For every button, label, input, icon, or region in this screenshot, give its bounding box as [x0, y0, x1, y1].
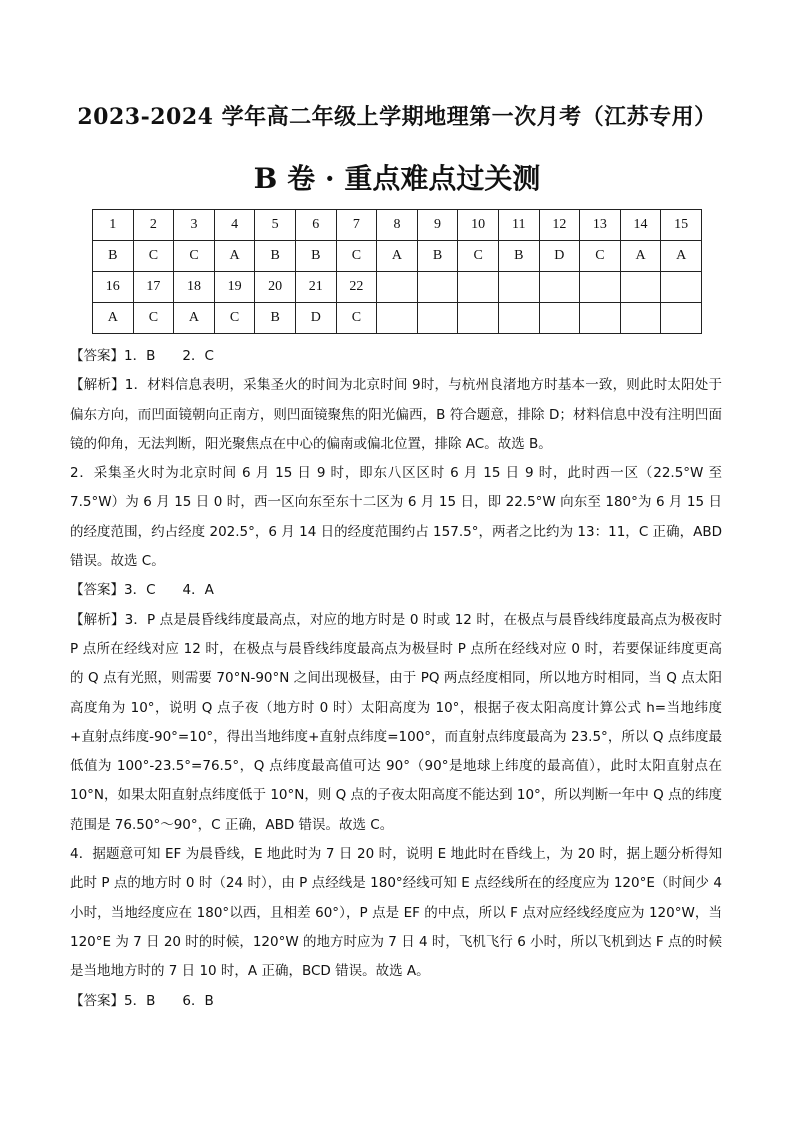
page-title: 2023-2024 学年高二年级上学期地理第一次月考（江苏专用） — [77, 104, 717, 130]
answer-cell — [580, 303, 621, 334]
explanation-3 — [70, 606, 722, 840]
answer-cell: C — [580, 241, 621, 272]
answer-cell — [498, 303, 539, 334]
question-number-cell: 19 — [214, 272, 255, 303]
answer-cell: A — [661, 241, 702, 272]
explanation-2: 2．采集圣火时为北京时间 6 月 15 日 9 时，即东八区区时 6 月 15 日 9 时，此时西一区（22.5°W 至 7.5°W）为 6 月 15 日 0 时，西一区向东至东十二区为 6 月 15 日，即 22.5°W 向东至 180°为 6 月 15 日的经度范围，约占经度 202.5°，6 月 14 日的经度范围约占 157.5°，两者之比约为 13：11，C 正确，ABD 错误。故选 C。 — [70, 465, 722, 570]
question-number-cell — [458, 272, 499, 303]
question-number-cell: 10 — [458, 210, 499, 241]
answer-cell: B — [255, 241, 296, 272]
answer-cell: C — [133, 303, 174, 334]
question-number-row — [93, 210, 702, 241]
explanation-text: 3．P 点是晨昏线纬度最高点，对应的地方时是 0 时或 12 时，在极点与晨昏线纬度最高点为极夜时 P 点所在经线对应 12 时，在极点与晨昏线纬度最高点为极昼时 P 点所在经线对应 0 时，若要保证纬度更高的 Q 点有光照，则需要 70°N-90°N 之间出现极昼，由于 PQ 两点经度相同，所以地方时相同，当 Q 点太阳高度角为 10°，说明 Q 点子夜（地方时 0 时）太阳高度为 10°，根据子夜太阳高度计算公式 h=当地纬度+直射点纬度-90°=10°，得出当地纬度+直射点纬度=100°，而直射点纬度最高为 23.5°，所以 Q 点纬度最低值为 100°-23.5°=76.5°，Q 点纬度最高值可达 90°（90°是地球上纬度的最高值），此时太阳直射点在 10°N，如果太阳直射点纬度低于 10°N，则 Q 点的子夜太阳高度不能达到 10°，所以判断一年中 Q 点的纬度范围是 76.50°～90°，C 正确，ABD 错误。故选 C。 — [70, 611, 723, 833]
question-number-cell — [661, 272, 702, 303]
question-number-cell — [620, 272, 661, 303]
answer-cell: A — [174, 303, 215, 334]
explanation-text: 1．材料信息表明，采集圣火的时间为北京时间 9时，与杭州良渚地方时基本一致，则此时太阳处于偏东方向，而凹面镜朝向正南方，则凹面镜聚焦的阳光偏西，B 符合题意，排除 D；材料信息中没有注明凹面镜的仰角，无法判断，阳光聚焦点在中心的偏南或偏北位置，排除 AC。故选 B。 — [70, 377, 723, 452]
answer-cell: D — [539, 241, 580, 272]
answer-cell: B — [417, 241, 458, 272]
page-subtitle: B 卷 · 重点难点过关测 — [253, 162, 541, 195]
answer-cell — [458, 303, 499, 334]
question-number-row — [93, 272, 702, 303]
answer-text: 3．C 4．A — [124, 582, 214, 599]
question-number-cell: 3 — [174, 210, 215, 241]
question-number-cell: 21 — [295, 272, 336, 303]
answer-label: 【答案】 — [70, 582, 124, 599]
question-number-cell — [377, 272, 418, 303]
question-number-cell — [417, 272, 458, 303]
answer-cell: A — [214, 241, 255, 272]
answer-cell: C — [214, 303, 255, 334]
answer-cell: C — [133, 241, 174, 272]
answer-cell — [620, 303, 661, 334]
answer-label: 【答案】 — [70, 992, 124, 1009]
question-number-cell: 1 — [93, 210, 134, 241]
answer-label: 【答案】 — [70, 348, 124, 364]
answer-cell: B — [93, 241, 134, 272]
question-number-cell: 20 — [255, 272, 296, 303]
question-number-cell: 2 — [133, 210, 174, 241]
question-number-cell: 4 — [214, 210, 255, 241]
question-number-cell: 7 — [336, 210, 377, 241]
question-number-cell: 11 — [498, 210, 539, 241]
question-number-cell: 12 — [539, 210, 580, 241]
question-number-cell: 9 — [417, 210, 458, 241]
answer-cell — [417, 303, 458, 334]
explanation-label: 【解析】 — [70, 611, 125, 628]
question-number-cell — [580, 272, 621, 303]
answer-cell: A — [93, 303, 134, 334]
explanation-label: 【解析】 — [70, 377, 125, 394]
answer-cell — [661, 303, 702, 334]
answer-line-3 — [70, 987, 722, 1016]
answer-cell — [539, 303, 580, 334]
question-number-cell: 17 — [133, 272, 174, 303]
answer-table — [92, 209, 702, 334]
question-number-cell: 18 — [174, 272, 215, 303]
answer-cell: C — [336, 303, 377, 334]
question-number-cell: 6 — [295, 210, 336, 241]
explanation-body — [70, 342, 722, 1016]
answer-line-1 — [70, 342, 722, 371]
question-number-cell: 8 — [377, 210, 418, 241]
question-number-cell: 15 — [661, 210, 702, 241]
question-number-cell: 16 — [93, 272, 134, 303]
question-number-cell — [498, 272, 539, 303]
explanation-4: 4．据题意可知 EF 为晨昏线，E 地此时为 7 日 20 时，说明 E 地此时在昏线上，为 20 时，据上题分析得知此时 P 点的地方时 0 时（24 时），由 P 点经线是 180°经线可知 E 点经线所在的经度应为 120°E（时间少 4 小时，当地经度应在 180°以西，且相差 60°），P 点是 EF 的中点，所以 F 点对应经线经度应为 120°W，当 120°E 为 7 日 20 时的时候，120°W 的地方时应为 7 日 4 时，飞机飞行 6 小时，所以飞机到达 F 点的时候是当地地方时的 7 日 10 时，A 正确，BCD 错误。故选 A。 — [70, 846, 722, 980]
answer-line-2 — [70, 576, 722, 605]
answer-cell: D — [295, 303, 336, 334]
answer-cell: A — [377, 241, 418, 272]
answer-text: 1．B 2．C — [124, 348, 214, 364]
answer-text: 5．B 6．B — [124, 992, 214, 1009]
answer-cell: C — [458, 241, 499, 272]
explanation-1 — [70, 371, 722, 459]
answer-row — [93, 241, 702, 272]
question-number-cell: 22 — [336, 272, 377, 303]
answer-cell: C — [174, 241, 215, 272]
answer-cell — [377, 303, 418, 334]
answer-cell: B — [255, 303, 296, 334]
answer-cell: A — [620, 241, 661, 272]
question-number-cell: 5 — [255, 210, 296, 241]
answer-cell: C — [336, 241, 377, 272]
question-number-cell — [539, 272, 580, 303]
question-number-cell: 13 — [580, 210, 621, 241]
answer-cell: B — [498, 241, 539, 272]
answer-row — [93, 303, 702, 334]
question-number-cell: 14 — [620, 210, 661, 241]
answer-cell: B — [295, 241, 336, 272]
